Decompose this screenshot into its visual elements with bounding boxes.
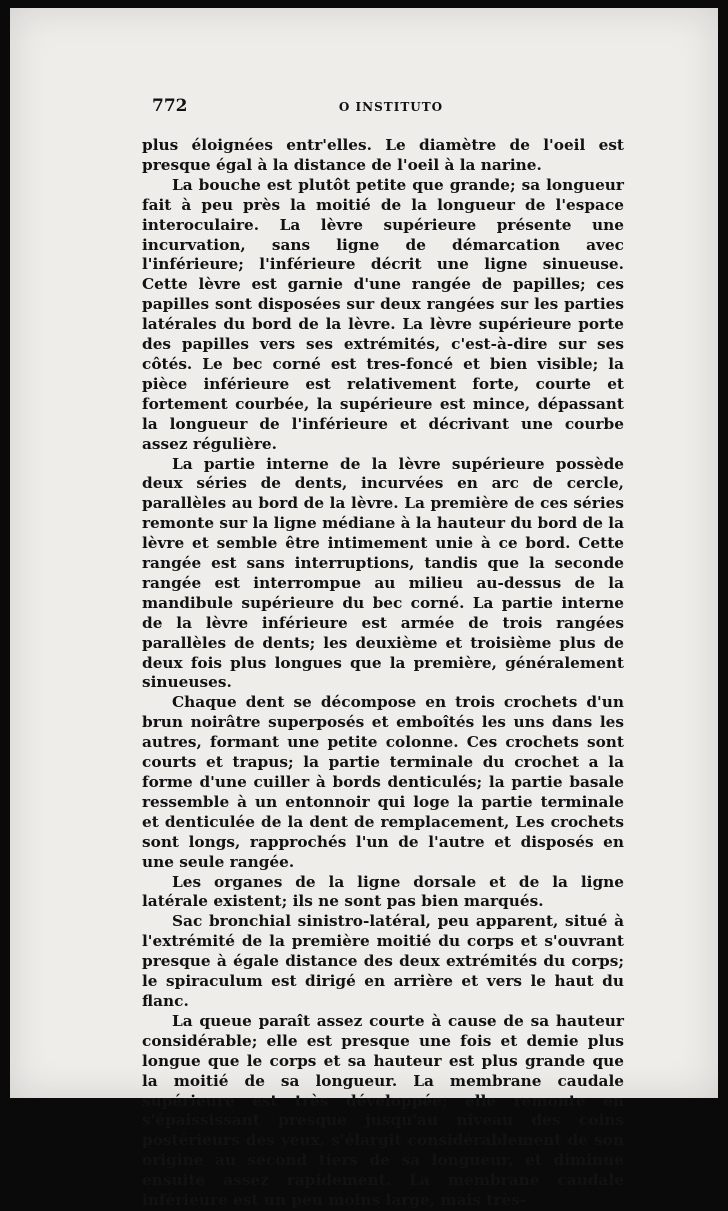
paragraph: Sac bronchial sinistro-latéral, peu apparent, situé à l'extrémité de la première moitié du corps et s'ouvrant presque à égale distance des deux extrémités du corps; le spiraculum est dirigé en arrière et vers le haut du flanc. — [142, 912, 624, 1010]
paragraph: Les organes de la ligne dorsale et de la ligne latérale existent; ils ne sont pas bien marqués. — [142, 872, 624, 911]
paragraph: La queue paraît assez courte à cause de sa hauteur considérable; elle est presque une fois et demie plus longue que le corps et sa hauteur est plus grande que la moitié de sa longueur. La membrane caudale supérieure est très développée; elle remonte en s'épaississant presque jusqu'au niveau des coins postérieurs des yeux, s'élargit considérablement de son origine au second tiers de sa longueur, et diminue ensuite assez rapidement. La membrane caudale inférieure est un peu moins large, mais très- — [142, 1011, 624, 1210]
paragraph: La bouche est plutôt petite que grande; sa longueur fait à peu près la moitié de la longueur de l'espace interoculaire. La lèvre supérieure présente une incurvation, sans ligne de démarcation avec l'inférieure; l'inférieure décrit une ligne sinueuse. Cette lèvre est garnie d'une rangée de papilles; ces papilles sont disposées sur deux rangées sur les parties latérales du bord de la lèvre. La lèvre supérieure porte des papilles vers ses extrémités, c'est-à-dire sur ses côtés. Le bec corné est tres-foncé et bien visible; la pièce inférieure est relativement forte, courte et fortement courbée, la supérieure est mince, dépassant la longueur de l'inférieure et décrivant une courbe assez régulière. — [142, 175, 624, 453]
journal-title: O INSTITUTO — [338, 100, 444, 114]
body-text — [142, 136, 624, 1211]
paragraph: La partie interne de la lèvre supérieure possède deux séries de dents, incurvées en arc de cercle, parallèles au bord de la lèvre. La première de ces séries remonte sur la ligne médiane à la hauteur du bord de la lèvre et semble être intimement unie à ce bord. Cette rangée est sans interruptions, tandis que la seconde rangée est interrompue au milieu au-dessus de la mandibule supérieure du bec corné. La partie interne de la lèvre inférieure est armée de trois rangées parallèles de dents; les deuxième et troisième plus de deux fois plus longues que la première, généralement sinueuses. — [142, 454, 624, 692]
paragraph: plus éloignées entr'elles. Le diamètre de l'oeil est presque égal à la distance de l'oeil à la narine. — [142, 136, 624, 174]
paragraph: Chaque dent se décompose en trois crochets d'un brun noirâtre superposés et emboîtés les uns dans les autres, formant une petite colonne. Ces crochets sont courts et trapus; la partie terminale du crochet a la forme d'une cuiller à bords denticulés; la partie basale ressemble à un entonnoir qui loge la partie terminale et denticulée de la dent de remplacement, Les crochets sont longs, rapprochés l'un de l'autre et disposés en une seule rangée. — [142, 693, 624, 871]
running-head — [152, 96, 630, 118]
page-number: 772 — [152, 96, 188, 116]
